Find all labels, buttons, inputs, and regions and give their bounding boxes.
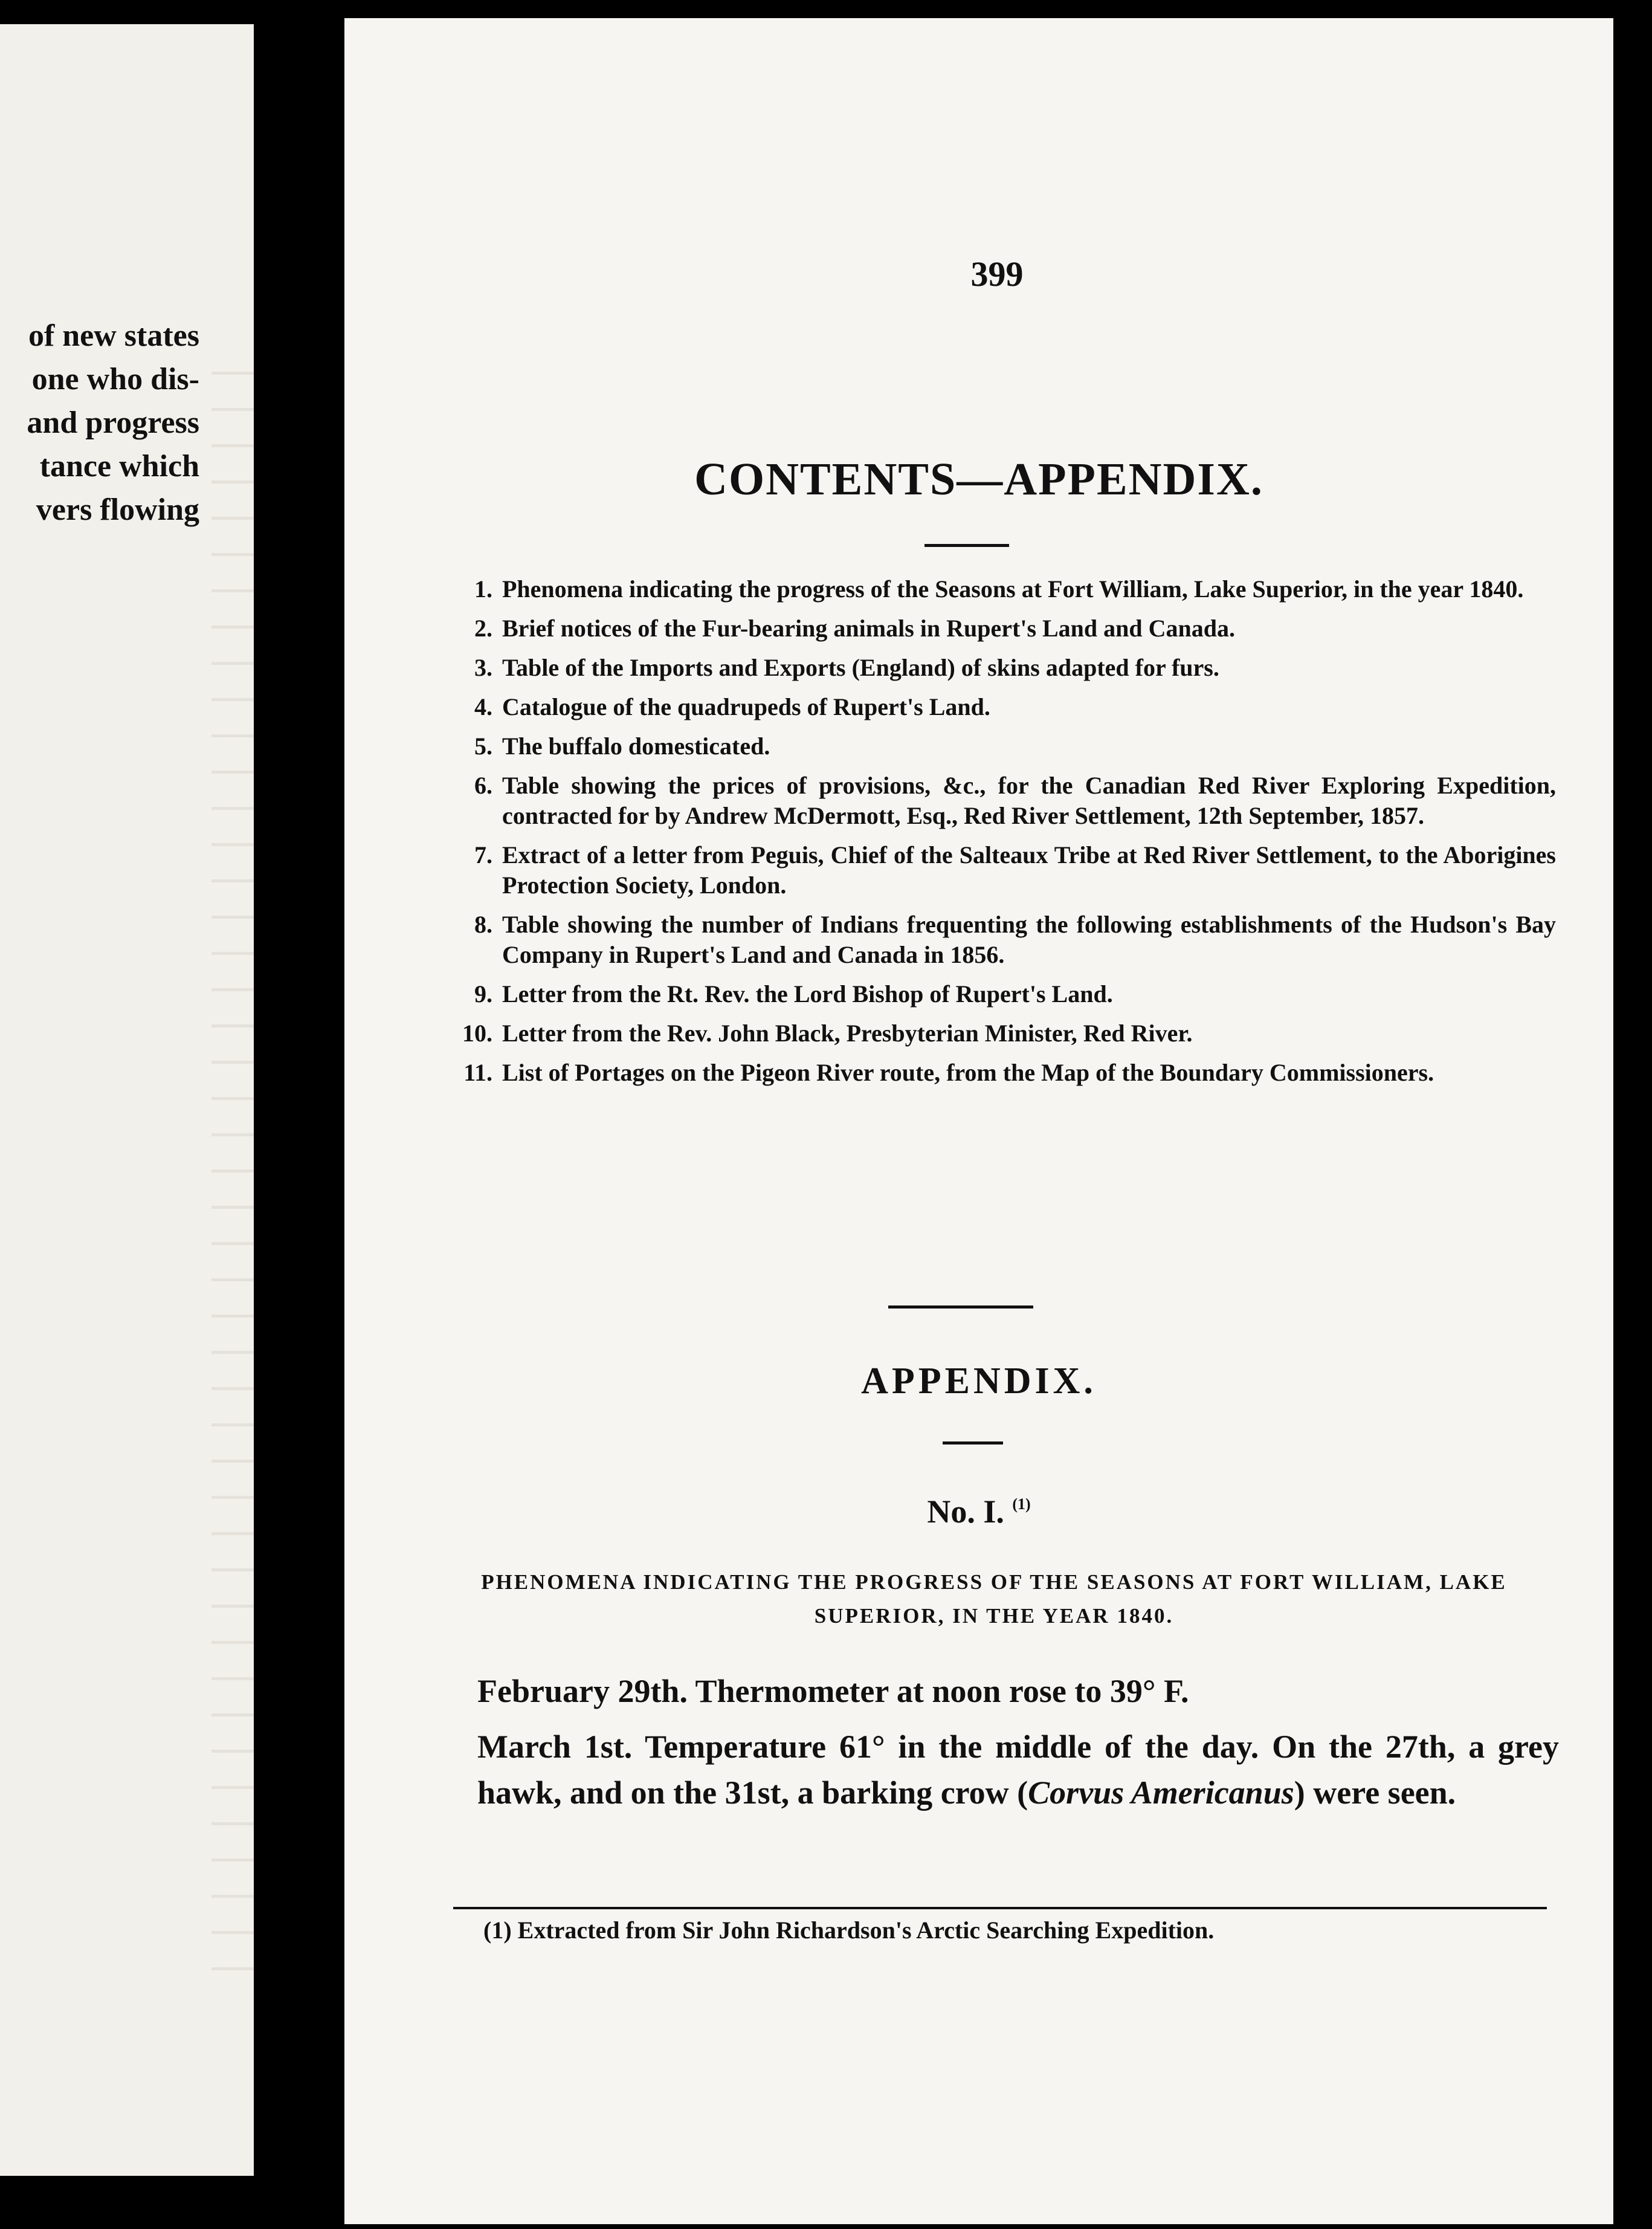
species-name: Corvus Americanus: [1028, 1774, 1294, 1811]
item-text: Extract of a letter from Peguis, Chief of the Salteaux Tribe at Red River Settlement, to the Aborigines Protection Society, London.: [502, 841, 1556, 899]
document-title: PHENOMENA INDICATING THE PROGRESS OF THE SEASONS AT FORT WILLIAM, LAKE SUPERIOR, IN THE YEAR 1840.: [481, 1570, 1507, 1628]
item-text: Brief notices of the Fur-bearing animals in Rupert's Land and Canada.: [502, 615, 1236, 642]
body-text-run: March 1st. Temperature 61° in the middle of the day. On the 27th, a grey hawk, and on the 31st, a barking crow (: [477, 1729, 1559, 1811]
item-number: 6.: [474, 772, 492, 799]
item-number: 9.: [474, 980, 492, 1008]
item-text: The buffalo domesticated.: [502, 733, 770, 760]
body-paragraph: [477, 1724, 1559, 1816]
contents-item: [456, 574, 1556, 604]
item-text: Catalogue of the quadrupeds of Rupert's Land.: [502, 693, 990, 720]
bleed-through-text: [211, 338, 254, 1970]
book-page: [344, 18, 1613, 2224]
contents-item: [456, 613, 1556, 644]
left-page-line: vers flowing: [36, 493, 199, 527]
item-number: 10.: [462, 1020, 492, 1047]
item-number: 3.: [474, 654, 492, 681]
item-text: Letter from the Rt. Rev. the Lord Bishop of Rupert's Land.: [502, 980, 1113, 1008]
item-text: Phenomena indicating the progress of the Seasons at Fort William, Lake Superior, in the year 1840.: [502, 575, 1524, 603]
item-text: Table showing the prices of provisions, &c., for the Canadian Red River Exploring Expedition, contracted for by Andrew McDermott, Esq., Red River Settlement, 12th September, 1857.: [502, 772, 1556, 829]
item-number: 11.: [463, 1059, 492, 1086]
footnote: (1) Extracted from Sir John Richardson's Arctic Searching Expedition.: [483, 1917, 1215, 1944]
left-page-line: of new states: [28, 319, 199, 353]
item-text: Letter from the Rev. John Black, Presbyterian Minister, Red River.: [502, 1020, 1193, 1047]
contents-list: [456, 574, 1556, 1097]
item-number: 2.: [474, 615, 492, 642]
body-text: [477, 1668, 1559, 1825]
document-number: [344, 1493, 1613, 1530]
contents-item: [456, 910, 1556, 970]
body-text-run: ) were seen.: [1294, 1774, 1456, 1811]
contents-item: [456, 979, 1556, 1009]
body-paragraph: February 29th. Thermometer at noon rose to 39° F.: [477, 1673, 1189, 1709]
footnote-marker: (1): [1012, 1495, 1031, 1513]
item-number: 7.: [474, 841, 492, 869]
contents-item: [456, 1018, 1556, 1049]
contents-item: [456, 692, 1556, 722]
item-text: Table of the Imports and Exports (England) of skins adapted for furs.: [502, 654, 1219, 681]
section-rule: [888, 1305, 1033, 1309]
appendix-rule: [943, 1441, 1003, 1444]
contents-item: [456, 771, 1556, 831]
contents-item: [456, 653, 1556, 683]
title-rule: [924, 544, 1009, 547]
document-number-label: No. I.: [927, 1493, 1004, 1530]
item-number: 5.: [474, 733, 492, 760]
item-number: 1.: [474, 575, 492, 603]
contents-item: [456, 1058, 1556, 1088]
left-page-text: [0, 314, 199, 532]
footnote-rule: [453, 1907, 1547, 1909]
left-facing-page: [0, 24, 254, 2176]
contents-item: [456, 731, 1556, 762]
item-text: Table showing the number of Indians frequenting the following establishments of the Hudson's Bay Company in Rupert's Land and Canada in 1856.: [502, 911, 1556, 968]
contents-title: CONTENTS—APPENDIX.: [694, 454, 1263, 505]
left-page-line: one who dis-: [31, 362, 199, 396]
page-number: 399: [970, 254, 1024, 294]
item-number: 4.: [474, 693, 492, 720]
left-page-line: tance which: [39, 449, 199, 484]
left-page-line: and progress: [27, 406, 199, 440]
item-text: List of Portages on the Pigeon River route, from the Map of the Boundary Commissioners.: [502, 1059, 1434, 1086]
item-number: 8.: [474, 911, 492, 938]
contents-item: [456, 840, 1556, 901]
appendix-heading: APPENDIX.: [861, 1360, 1097, 1402]
